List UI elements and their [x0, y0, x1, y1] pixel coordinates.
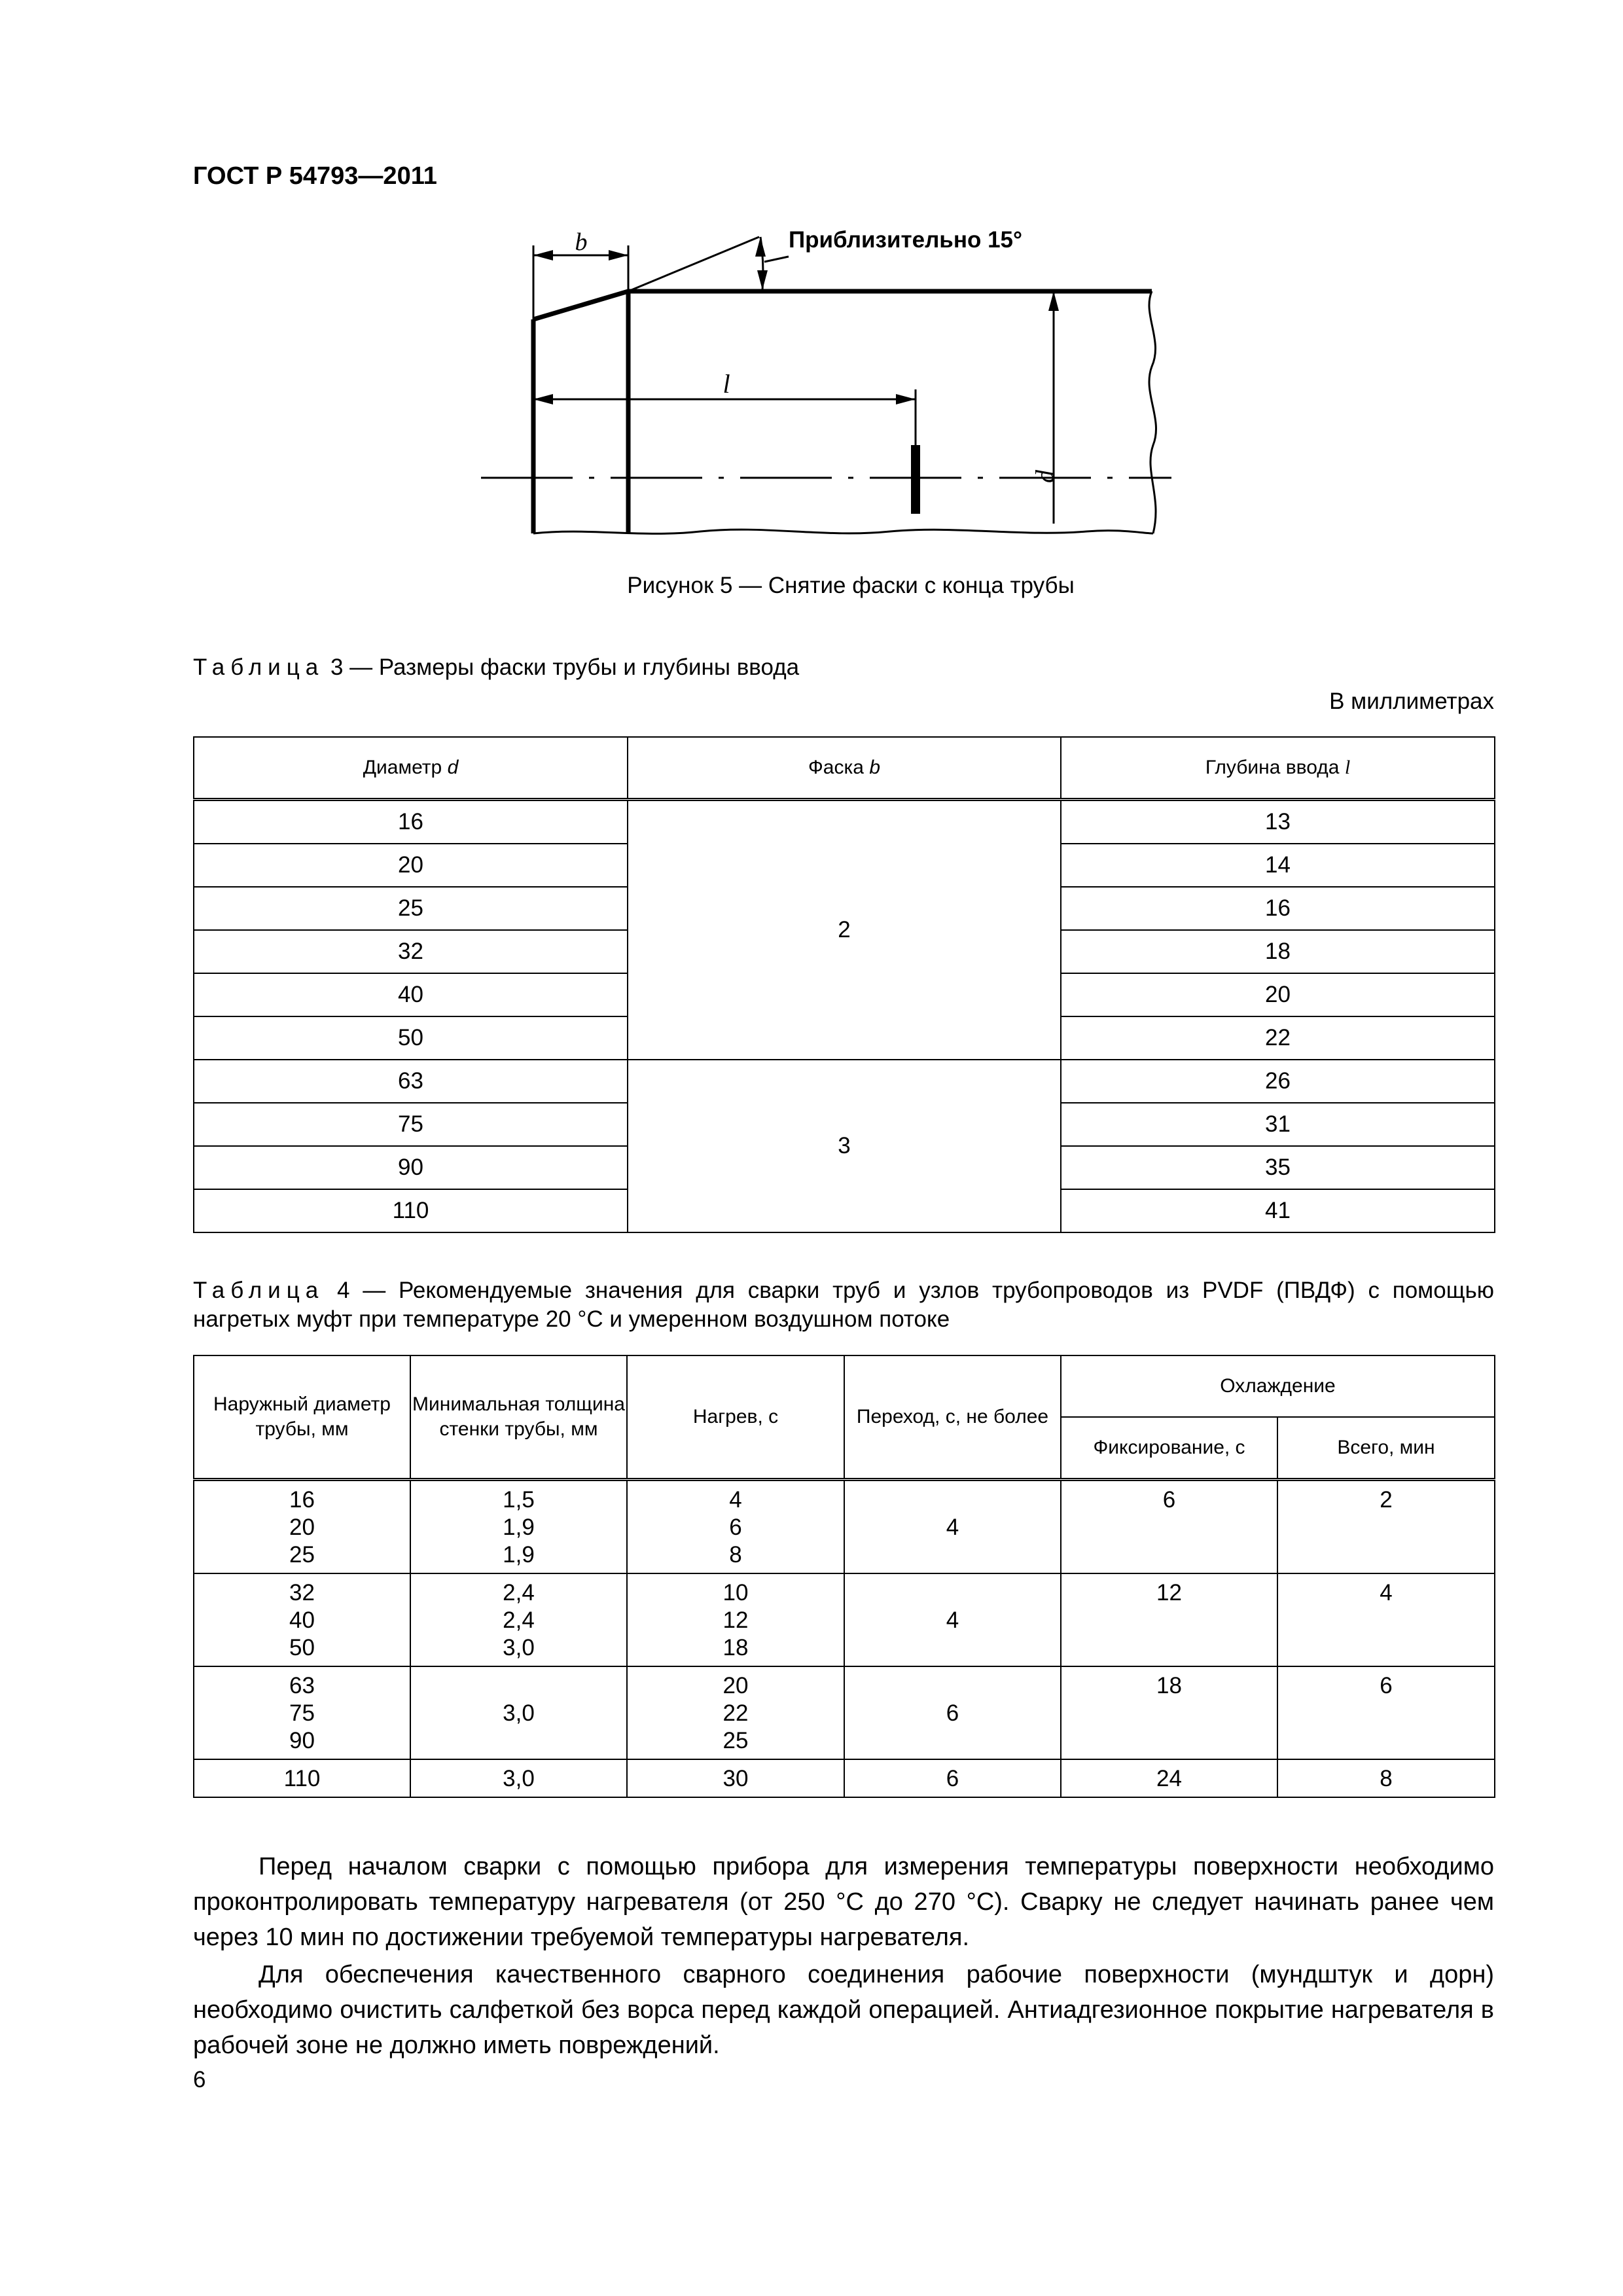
paragraph-surface-cleaning: Для обеспечения качественного сварного соединения рабочие поверхности (мундштук и дорн) необходимо очистить салфеткой без ворса перед каждой операцией. Антиадгезионное покрытие нагревателя в рабочей зоне не должно иметь повреждений.: [193, 1961, 1494, 2059]
table-row: [194, 1480, 1495, 1574]
table3-header-diameter: Диаметр d: [194, 737, 628, 800]
table3-cell-b: 2: [628, 800, 1061, 1060]
angle-label: Приблизительно 15°: [789, 227, 1022, 253]
table4-cell-walls: 3,0: [410, 1666, 627, 1759]
table4-header-total: Всего, мин: [1277, 1417, 1495, 1480]
table4-header-outer-diameter: Наружный диаметр трубы, мм: [194, 1355, 410, 1480]
table4-cell-walls: 1,5 1,9 1,9: [410, 1480, 627, 1574]
table3-cell-d: 90: [194, 1146, 628, 1189]
label-b: b: [575, 228, 588, 256]
table4-title-word: Таблица: [193, 1278, 325, 1303]
table4-cell-diameters: 63 75 90: [194, 1666, 410, 1759]
table3-cell-d: 63: [194, 1060, 628, 1103]
table3-cell-d: 16: [194, 800, 628, 844]
paragraph-heater-check: Перед началом сварки с помощью прибора для измерения температуры поверхности необходимо проконтролировать температуру нагревателя (от 250 °С до 270 °С). Сварку не следует начинать ранее чем через 10 мин по достижении требуемой температуры нагревателя.: [193, 1853, 1494, 1951]
table3-cell-l: 26: [1061, 1060, 1495, 1103]
table4-header-transition: Переход, с, не более: [844, 1355, 1061, 1480]
table4-header-min-wall: Минимальная толщина стенки трубы, мм: [410, 1355, 627, 1480]
table4-cell-walls: 2,4 2,4 3,0: [410, 1573, 627, 1666]
table4-cell-fixing: 12: [1061, 1573, 1277, 1666]
table3-title: [193, 655, 799, 681]
table-row: [194, 1060, 1495, 1103]
page-number: 6: [193, 2067, 206, 2092]
table3-cell-l: 22: [1061, 1016, 1495, 1060]
table3-cell-l: 20: [1061, 973, 1495, 1016]
table4: [193, 1355, 1495, 1798]
table4-cell-heating: 20 22 25: [627, 1666, 844, 1759]
insertion-mark: [911, 445, 920, 514]
table3-cell-d: 40: [194, 973, 628, 1016]
table3-cell-l: 16: [1061, 887, 1495, 930]
table3-cell-d: 32: [194, 930, 628, 973]
table-row: [194, 1573, 1495, 1666]
table4-cell-transition: 4: [844, 1573, 1061, 1666]
d-arrow-top: [1048, 291, 1059, 311]
table3-cell-l: 14: [1061, 844, 1495, 887]
table4-cell-total: 6: [1277, 1666, 1495, 1759]
table3-title-rest: 3 — Размеры фаски трубы и глубины ввода: [324, 655, 800, 680]
table4-header-heating: Нагрев, с: [627, 1355, 844, 1480]
table4-cell-diameters: 16 20 25: [194, 1480, 410, 1574]
table4-title-rest: 4 — Рекомендуемые значения для сварки труб и узлов трубопроводов из PVDF (ПВДФ) с помощью нагретых муфт при температуре 20 °С и умеренном воздушном потоке: [193, 1278, 1494, 1332]
table-row: [194, 800, 1495, 844]
table4-header-cooling: Охлаждение: [1061, 1355, 1495, 1417]
table4-cell-fixing: 6: [1061, 1480, 1277, 1574]
l-arrow-left: [533, 394, 553, 404]
chamfer-diagram: [0, 0, 1623, 589]
document-id: ГОСТ Р 54793—2011: [193, 162, 437, 190]
table3-title-word: Таблица: [193, 655, 325, 680]
label-d: d: [1030, 470, 1060, 483]
table3-cell-d: 75: [194, 1103, 628, 1146]
figure-caption: Рисунок 5 — Снятие фаски с конца трубы: [627, 573, 1075, 598]
table3-cell-d: 25: [194, 887, 628, 930]
table3-cell-l: 18: [1061, 930, 1495, 973]
table4-cell-heating: 30: [627, 1759, 844, 1797]
table3-cell-d: 110: [194, 1189, 628, 1232]
table4-cell-diameters: 110: [194, 1759, 410, 1797]
table4-header-fixing: Фиксирование, с: [1061, 1417, 1277, 1480]
table4-cell-total: 8: [1277, 1759, 1495, 1797]
chamfer-edge: [533, 291, 628, 319]
table4-cell-transition: 6: [844, 1759, 1061, 1797]
table4-cell-heating: 10 12 18: [627, 1573, 844, 1666]
table4-cell-walls: 3,0: [410, 1759, 627, 1797]
table-row: [194, 1666, 1495, 1759]
table4-cell-diameters: 32 40 50: [194, 1573, 410, 1666]
table3-cell-l: 13: [1061, 800, 1495, 844]
angle-extension-line: [628, 237, 759, 291]
table3-cell-l: 31: [1061, 1103, 1495, 1146]
l-arrow-right: [896, 394, 916, 404]
label-l: l: [722, 369, 730, 399]
angle-leader: [764, 257, 789, 262]
table3-header-depth: Глубина ввода l: [1061, 737, 1495, 800]
table4-cell-total: 2: [1277, 1480, 1495, 1574]
b-arrow-right: [609, 250, 628, 260]
angle-arrow-bottom: [757, 270, 768, 290]
table3-cell-b: 3: [628, 1060, 1061, 1232]
table4-cell-transition: 4: [844, 1480, 1061, 1574]
table4-title: [193, 1276, 1494, 1334]
table4-cell-total: 4: [1277, 1573, 1495, 1666]
b-arrow-left: [533, 250, 553, 260]
angle-arrow-top: [755, 237, 766, 257]
table3-cell-d: 20: [194, 844, 628, 887]
table-row: [194, 1759, 1495, 1797]
table3-cell-l: 35: [1061, 1146, 1495, 1189]
table4-cell-heating: 4 6 8: [627, 1480, 844, 1574]
table3-header-chamfer: Фаска b: [628, 737, 1061, 800]
table3-units: В миллиметрах: [1329, 689, 1494, 714]
table3-cell-l: 41: [1061, 1189, 1495, 1232]
table4-cell-fixing: 18: [1061, 1666, 1277, 1759]
table3-cell-d: 50: [194, 1016, 628, 1060]
table4-cell-transition: 6: [844, 1666, 1061, 1759]
break-line-right: [1149, 291, 1156, 533]
table3: [193, 736, 1495, 1233]
table4-cell-fixing: 24: [1061, 1759, 1277, 1797]
